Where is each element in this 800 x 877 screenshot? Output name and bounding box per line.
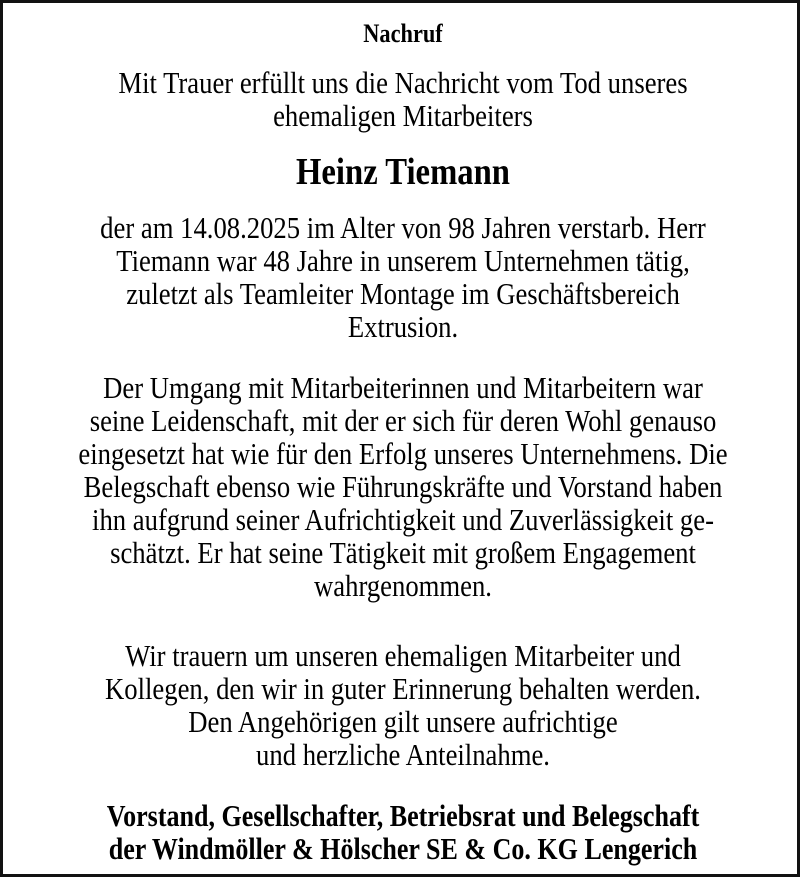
paragraph3-line: und herzliche Anteilnahme. [256, 737, 550, 772]
intro-line: ehemaligen Mitarbeiters [273, 98, 533, 133]
paragraph2-line: wahrgenommen. [314, 568, 492, 603]
paragraph2-line: Belegschaft ebenso wie Führungskräfte und Vorstand haben [83, 469, 723, 504]
paragraph1-line: der am 14.08.2025 im Alter von 98 Jahren verstarb. Herr [100, 210, 706, 245]
paragraph1-line: Tiemann war 48 Jahre in unserem Unternehmen tätig, [116, 243, 690, 278]
signature-line: der Windmöller & Hölscher SE & Co. KG Lengerich [108, 831, 698, 866]
intro-line: Mit Trauer erfüllt uns die Nachricht vom Tod unseres [118, 65, 688, 100]
paragraph3-line: Kollegen, den wir in guter Erinnerung behalten werden. [105, 671, 701, 706]
paragraph2-line: Der Umgang mit Mitarbeiterinnen und Mitarbeitern war [103, 370, 703, 405]
paragraph2-line: eingesetzt hat wie für den Erfolg unseres Unternehmens. Die [78, 436, 728, 471]
paragraph2-line: ihn aufgrund seiner Aufrichtigkeit und Zuverlässigkeit ge- [92, 502, 714, 537]
paragraph3-line: Den Angehörigen gilt unsere aufrichtige [188, 704, 618, 739]
notice-title: Nachruf [363, 19, 443, 48]
paragraph3-line: Wir trauern um unseren ehemaligen Mitarbeiter und [125, 638, 681, 673]
paragraph1-line: Extrusion. [347, 309, 459, 344]
paragraph1-line: zuletzt als Teamleiter Montage im Geschäftsbereich [126, 276, 680, 311]
paragraph2-line: schätzt. Er hat seine Tätigkeit mit großem Engagement [110, 535, 696, 570]
deceased-name: Heinz Tiemann [296, 151, 510, 193]
paragraph2-line: seine Leidenschaft, mit der er sich für deren Wohl genauso [89, 403, 717, 438]
signature-line: Vorstand, Gesellschafter, Betriebsrat und Belegschaft [106, 798, 700, 833]
